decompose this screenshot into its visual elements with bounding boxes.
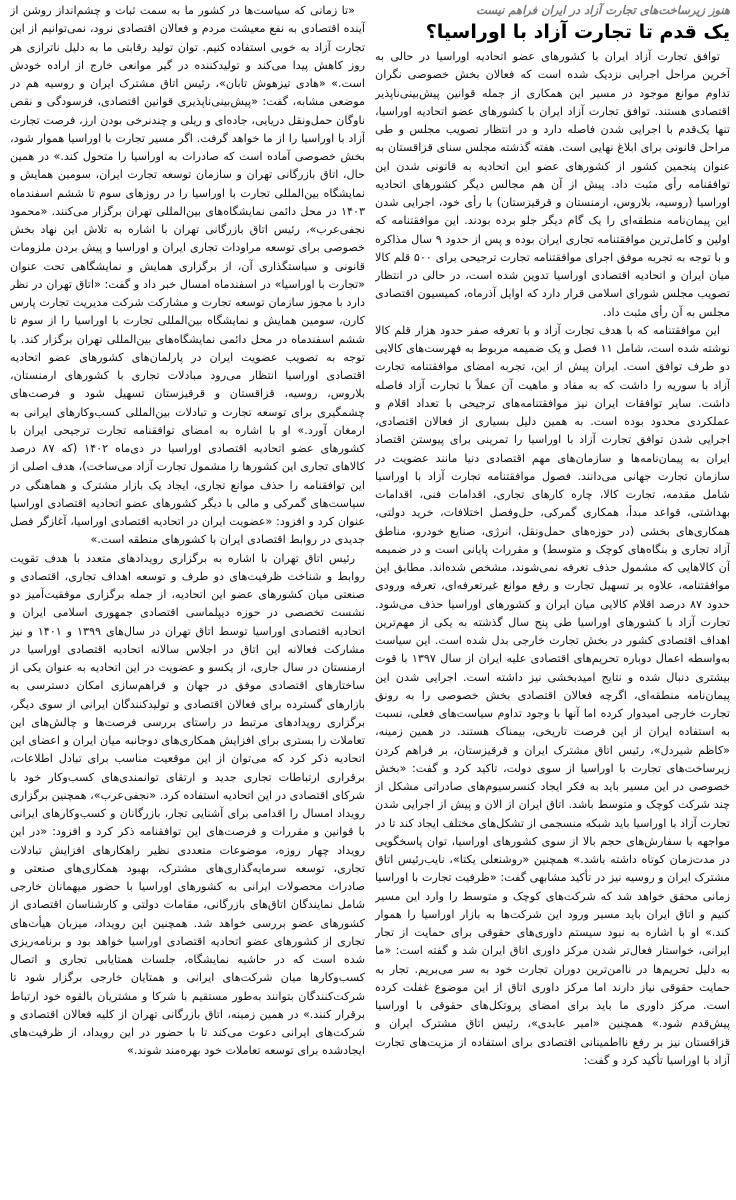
article-paragraph: «تا زمانی که سیاست‌ها در کشور ما به سمت ثبات و چشم‌انداز روشن از آینده اقتصادی به نفع معیشت مردم و فعالان اقتصادی نرود، نمی‌توانیم از این تجارت آزاد به خوبی استفاده کنیم. توان تولید رقابتی ما به دلیل ناترازی هر روز کاهش پیدا می‌کند و تولیدکننده در گیر موانعی خارج از اراده خودش است.» «هادی تیزهوش تابان»، رئیس اتاق مشترک ایران و روسیه هم در موضعی مشابه، گفت: «پیش‌بینی‌ناپذیری قوانین اقتصادی، فرسودگی و نقص ناوگان حمل‌ونقل دریایی، جاده‌ای و ریلی و چندنرخی بودن ارز، فرصت تجارت آزاد با اوراسیا را از ما خواهد گرفت. اگر مسیر تجارت با اوراسیا هموار شود، بخش خصوصی آماده است که صادرات به اوراسیا را متحول کند.» در همین حال، اتاق بازرگانی تهران و سازمان توسعه تجارت ایران، سومین همایش و نمایشگاه بین‌المللی تجارت با اوراسیا را در روزهای سوم تا ششم اسفندماه ۱۴۰۳ در محل دائمی نمایشگاه‌های بین‌المللی تهران برگزار می‌کنند. «محمود نجفی‌عرب»، رئیس اتاق بازرگانی تهران با اشاره به تلاش این نهاد بخش خصوصی برای توسعه مراودات تجاری ایران و اوراسیا و پیش بردن ملزومات قانونی و سیاستگذاری آن، از برگزاری همایش و نمایشگاهی تحت عنوان «تجارت با اوراسیا» در اسفندماه امسال خبر داد و گفت: «اتاق تهران در نظر دارد با مجوز سازمان توسعه تجارت و مشارکت شرکت مدیریت تجارت پارس کارن، سومین همایش و نمایشگاه بین‌المللی تجارت با اوراسیا را از سوم تا ششم اسفندماه در محل دائمی نمایشگاه‌های بین‌المللی تهران برگزار کند. با توجه به تصویب عضویت ایران در پارلمان‌های کشورهای عضو اتحادیه اقتصادی اوراسیا انتظار می‌رود مبادلات تجاری با کشورهای ارمنستان، بلاروس، روسیه، قزاقستان و قرقیزستان تسهیل شود و فرصت‌های چشمگیری برای توسعه تجارت و تبادلات بین‌المللی کسب‌وکارهای ایرانی به ارمغان آورد.» او با اشاره به امضای توافقنامه تجارت ترجیحی ایران با کشورهای عضو اتحادیه اقتصادی اوراسیا در دی‌ماه ۱۴۰۲ (که ۸۷ درصد کالاهای تجاری این کشورها را مشمول تجارت آزاد می‌ساخت)، هدف اصلی از این توافقنامه را حذف موانع تجاری، ایجاد یک بازار مشترک و هماهنگی در سیاست‌های گمرکی و مالی با دیگر کشورهای عضو اتحادیه اقتصادی اوراسیا عنوان کرد و افزود: «عضویت ایران در اتحادیه اقتصادی اوراسیا، آغازگر فصل جدیدی در روابط اقتصادی ایران با کشورهای منطقه است.»: [10, 4, 365, 547]
article-paragraph: توافق تجارت آزاد ایران با کشورهای عضو اتحادیه اوراسیا در حالی به آخرین مراحل اجرایی نزدیک شده است که فعالان بخش خصوصی نگران تداوم موانع موجود در مسیر این همکاری از جمله قوانین پیش‌بینی‌ناپذیر اقتصادی هستند. توافق تجارت آزاد ایران با کشورهای عضو اتحادیه اوراسیا، تنها یک‌قدم با اجرایی شدن فاصله دارد و در انتظار تصویب مجلس و طی مراحل قانونی برای ابلاغ نهایی است. هفته گذشته مجلس سنای قزاقستان به عنوان پنجمین کشور از کشورهای عضو این اتحادیه به قانونی شدن این توافقنامه رأی مثبت داد. پیش از آن هم مجالس دیگر کشورهای اتحادیه اوراسیا (روسیه، بلاروس، ارمنستان و قرقیزستان) با رأی خود، اجرایی شدن این پیمان‌نامه منطقه‌ای را یک گام دیگر جلو برده بودند. این موافقتنامه که اولین و کامل‌ترین موافقتنامه تجاری ایران بوده و پس از حدود ۹ سال مذاکره و با توجه به تجربه موفق اجرای موافقتنامه تجارت ترجیحی برای ۵۰۰ قلم کالا میان ایران و اتحادیه اقتصادی اوراسیا تدوین شده است، در حالی در انتظار تصویب مجلس شورای اسلامی قرار دارد که اوایل آذرماه، کمیسیون اقتصادی مجلس به آن رأی مثبت داد.: [375, 50, 730, 319]
article-paragraph: رئیس اتاق تهران با اشاره به برگزاری رویدادهای متعدد با هدف تقویت روابط و شناخت ظرفیت‌های دو طرف و توسعه اهداف تجاری، اقتصادی و صنعتی میان کشورهای عضو این اتحادیه، از جمله برگزاری موفقیت‌آمیز دو نشست تخصصی در حوزه دیپلماسی اقتصادی جمهوری اسلامی ایران و اتحادیه اقتصادی اوراسیا توسط اتاق تهران در سال‌های ۱۳۹۹ و ۱۴۰۱ و نیز مشارکت فعالانه این اتاق در اجلاس سالانه اتحادیه اقتصادی اوراسیا در ارمنستان در سال جاری، از یکسو و عضویت در این اتحادیه به عنوان یکی از ساختارهای اقتصادی موفق در جهان و فراهم‌سازی امکان دسترسی به بازارهای گسترده برای فعالان اقتصادی و تولیدکنندگان ایرانی از سوی دیگر، برگزاری رویدادهای مرتبط در راستای بررسی فرصت‌ها و چالش‌های این تعاملات را بستری برای افزایش همکاری‌های دوجانبه میان ایران و اعضای این اتحادیه ذکر کرد که می‌توان از این موقعیت مناسب برای تبادل اطلاعات، برقراری ارتباطات تجاری جدید و ارتقای توانمندی‌های کسب‌وکار خود با شرکای اقتصادی در این اتحادیه استفاده کرد. «نجفی‌عرب»، همچنین برگزاری رویداد امسال را اقدامی برای آشنایی تجار، بازرگانان و کسب‌وکارهای ایرانی با قوانین و مقررات و فرصت‌های این توافقنامه ذکر کرد و افزود: «در این رویداد چهار روزه، موضوعات متعددی نظیر راهکارهای افزایش تبادلات تجاری، توسعه سرمایه‌گذاری‌های مشترک، بهبود همکاری‌های صنعتی و صادرات محصولات ایرانی به کشورهای اوراسیا با حضور میهمانان خارجی شامل نمایندگان اتاق‌های بازرگانی، مقامات دولتی و کارشناسان اقتصادی از کشورهای عضو بررسی خواهد شد. همچنین این رویداد، میزبان هیأت‌های تجاری از کشورهای عضو اتحادیه اقتصادی اوراسیا خواهد بود و برنامه‌ریزی شده است که در حاشیه نمایشگاه، جلسات همتایابی تجاری و اتصال کسب‌وکارها میان شرکت‌های ایرانی و همتایان خارجی برگزار شود تا شرکت‌کنندگان بتوانند به‌طور مستقیم با شرکا و مشتریان بالقوه خود ارتباط برقرار کنند.» در همین زمینه، اتاق بازرگانی تهران از کلیه فعالان اقتصادی و شرکت‌های ایرانی دعوت می‌کند تا با حضور در این رویداد، از ظرفیت‌های ایجادشده برای توسعه تعاملات خود بهره‌مند شوند.»: [10, 551, 365, 1058]
article-headline: یک قدم تا تجارت آزاد با اوراسیا؟: [425, 21, 730, 43]
article-left-column: [10, 2, 365, 1200]
article-kicker: هنوز زیرساخت‌های تجارت آزاد در ایران فراهم نیست: [476, 3, 730, 17]
article-right-column: [375, 2, 730, 1200]
article-paragraph: این موافقتنامه که با هدف تجارت آزاد و با تعرفه صفر حدود هزار قلم کالا نوشته شده است، شامل ۱۱ فصل و یک ضمیمه مربوط به فهرست‌های کالایی دو طرف توافق است. ایران پیش از این، تجربه امضای موافقتنامه تجارت آزاد با سوریه را داشت که به مفاد و ماهیت آن عملاً با تجارت آزاد فاصله داشت. سایر توافقات ایران نیز موافقتنامه‌های ترجیحی با تعداد اقلام و عملکردی محدود بوده است. به همین دلیل بسیاری از فعالان اقتصادی، اجرایی شدن توافق تجارت آزاد با اوراسیا را تمرینی برای پیوستن اقتصاد ایران به پیمان‌نامه‌ها و سازمان‌های مهم اقتصادی دنیا مانند عضویت در سازمان تجارت جهانی می‌دانند. فصول موافقتنامه تجارت آزاد با اوراسیا شامل مقدمه، تجارت کالا، چاره کارهای تجاری، اقدامات فنی، اقدامات بهداشتی، قواعد مبدأ، همکاری گمرکی، حل‌وفصل اختلافات، خرید دولتی، همکاری‌های بخشی (در حوزه‌های حمل‌ونقل، انرژی، صنایع خودرو، مناطق آزاد تجاری و بنگاه‌های کوچک و متوسط) و مقررات پایانی است و در ضمیمه آن کالاهایی که مشمول حذف تعرفه نمی‌شوند، مشخص شده‌اند. مطابق این موافقتنامه، علاوه بر تسهیل تجارت و رفع موانع غیرتعرفه‌ای، تعرفه ورودی حدود ۸۷ درصد اقلام کالایی میان ایران و کشورهای اوراسیا حذف می‌شود. تجارت آزاد با کشورهای اوراسیا طی پنج سال گذشته به یکی از مهم‌ترین اهداف اقتصادی کشور در بخش تجارت خارجی بدل شده است. این سیاست به‌واسطه اعمال دوباره تحریم‌های اقتصادی علیه ایران از سال ۱۳۹۷ با قوت بیشتری دنبال شده و نتایج امیدبخشی نیز داشته است. اجرایی شدن این پیمان‌نامه منطقه‌ای، اگرچه فعالان اقتصادی بخش خصوصی را به رونق تجارت خارجی امیدوار کرده اما آنها با وجود تداوم سیاست‌های فعلی، نسبت به استفاده ایران از این فرصت تاریخی، بیمناک هستند. در همین زمینه، «کاظم شیردل»، رئیس اتاق مشترک ایران و قرقیزستان، بر فراهم کردن زیرساخت‌های تجارت با اوراسیا از سوی دولت، تاکید کرد و گفت: «بخش خصوصی در این مسیر باید به فکر ایجاد کنسرسیوم‌های صادراتی مشکل از چند شرکت کوچک و متوسط باشد. اتاق ایران از الان و پیش از اجرایی شدن تجارت آزاد با اوراسیا باید شبکه منسجمی از تشکل‌های مختلف ایجاد کند تا در مواجهه با سفارش‌های حجم بالا از سوی کشورهای اوراسیا، توان پاسخگویی در مدت‌زمان کوتاه داشته باشد.» همچنین «روشنعلی یکتا»، نایب‌رئیس اتاق مشترک ایران و روسیه نیز در تأکید مشابهی گفت: «ظرفیت تجارت با اوراسیا زمانی محقق خواهد شد که شرکت‌های کوچک و متوسط را وارد این مسیر کنیم و اتاق ایران باید مسیر ورود این شرکت‌ها به بازار اوراسیا را هموار کند.» او با اشاره به نبود سیستم داوری‌های حقوقی برای حمایت از تجار ایرانی، خواستار فعال‌تر شدن مرکز داوری اتاق ایران شد و گفته است: «ما به دلیل تحریم‌ها در ناامن‌ترین دوران تجارت خود به سر می‌بریم. تجار به حمایت حقوقی نیاز دارند اما مرکز داوری اتاق از این موضوع غفلت کرده است. مرکز داوری ما باید برای امضای پروتکل‌های حقوقی با اوراسیا پیش‌قدم شود.» همچنین «امیر عابدی»، رئیس اتاق مشترک ایران و قزاقستان نیز بر رفع نااطمینانی اقتصادی برای استفاده از مزیت‌های تجارت آزاد با اوراسیا تأکید کرد و گفت:: [375, 323, 730, 1067]
